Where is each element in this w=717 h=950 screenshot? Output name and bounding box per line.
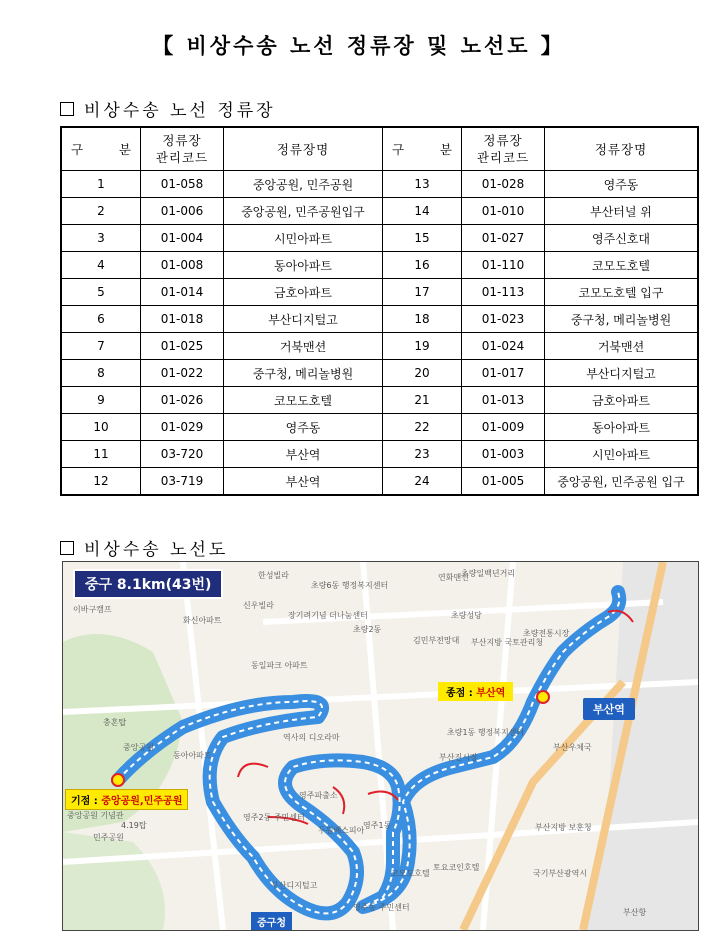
cell-stop-code-2: 01-005 (462, 468, 545, 496)
map-place-label: 초량2동 (353, 625, 382, 634)
cell-division-2: 22 (383, 414, 462, 441)
cell-division-2: 13 (383, 171, 462, 198)
map-place-label: 부산우체국 (553, 743, 592, 752)
cell-stop-code-2: 01-013 (462, 387, 545, 414)
map-place-label: 초량전통시장 (523, 629, 570, 638)
map-place-label: 김민부전망대 (413, 636, 460, 645)
table-row (61, 225, 698, 252)
table-row (61, 333, 698, 360)
cell-division-2: 24 (383, 468, 462, 496)
cell-stop-name-2: 코모도호텔 (545, 252, 699, 279)
map-place-label: 초량성당 (451, 611, 482, 620)
cell-division: 3 (61, 225, 141, 252)
cell-division-2: 23 (383, 441, 462, 468)
cell-stop-name-2: 시민아파트 (545, 441, 699, 468)
map-place-label: 한성빌라 (258, 571, 289, 580)
map-place-label: 부산디지털고 (271, 881, 318, 890)
map-place-label: 역사의 디오라마 (283, 733, 340, 742)
header-stop-name-2: 정류장명 (545, 127, 699, 171)
cell-division: 7 (61, 333, 141, 360)
header-stop-code: 정류장 관리코드 (141, 127, 224, 171)
map-place-label: 두원베스피아 (318, 826, 365, 835)
header-stop-code-2: 정류장 관리코드 (462, 127, 545, 171)
cell-stop-name: 중앙공원, 민주공원 (224, 171, 383, 198)
table-row (61, 441, 698, 468)
cell-stop-code-2: 01-009 (462, 414, 545, 441)
route-map (62, 561, 699, 931)
cell-division: 9 (61, 387, 141, 414)
stops-table (60, 126, 699, 496)
square-bullet-icon (60, 541, 74, 555)
cell-stop-code-2: 01-110 (462, 252, 545, 279)
map-place-label: 부산항 (623, 908, 647, 917)
map-place-label: 중앙공원 기념관 (67, 811, 124, 820)
cell-stop-code: 01-025 (141, 333, 224, 360)
table-row (61, 171, 698, 198)
cell-stop-code: 01-058 (141, 171, 224, 198)
map-place-label: 동아아파트 (173, 751, 212, 760)
cell-stop-code-2: 01-017 (462, 360, 545, 387)
cell-division: 4 (61, 252, 141, 279)
cell-stop-code: 01-022 (141, 360, 224, 387)
page-title: 【 비상수송 노선 정류장 및 노선도 】 (152, 34, 565, 58)
cell-stop-name: 중앙공원, 민주공원입구 (224, 198, 383, 225)
map-place-label: 신우빌라 (243, 601, 274, 610)
section-heading-map-text: 비상수송 노선도 (84, 540, 229, 560)
cell-stop-name-2: 중앙공원, 민주공원 입구 (545, 468, 699, 496)
cell-stop-code: 01-029 (141, 414, 224, 441)
cell-division: 1 (61, 171, 141, 198)
park-area-2 (63, 832, 165, 930)
map-place-label: 영주1동 (363, 821, 392, 830)
map-place-label: 국기부산광역시 (533, 869, 588, 878)
header-division: 구 분 (61, 127, 141, 171)
cell-stop-code-2: 01-010 (462, 198, 545, 225)
route-badge: 중구 8.1km(43번) (73, 569, 223, 599)
cell-stop-name: 코모도호텔 (224, 387, 383, 414)
cell-stop-name: 시민아파트 (224, 225, 383, 252)
cell-division-2: 21 (383, 387, 462, 414)
cell-division-2: 17 (383, 279, 462, 306)
header-stop-name: 정류장명 (224, 127, 383, 171)
cell-stop-name: 부산디지털고 (224, 306, 383, 333)
map-graphic (63, 562, 698, 930)
cell-stop-name-2: 영주동 (545, 171, 699, 198)
cell-stop-name: 금호아파트 (224, 279, 383, 306)
cell-stop-name-2: 부산터널 위 (545, 198, 699, 225)
cell-stop-name: 거북맨션 (224, 333, 383, 360)
cell-stop-name: 영주동 (224, 414, 383, 441)
cell-stop-code-2: 01-028 (462, 171, 545, 198)
cell-stop-code: 03-719 (141, 468, 224, 496)
table-row (61, 414, 698, 441)
map-place-label: 민주공원 (93, 833, 124, 842)
cell-stop-code-2: 01-003 (462, 441, 545, 468)
table-row (61, 198, 698, 225)
map-place-label: 영주파출소 (299, 791, 338, 800)
end-point-label: 종점 : 부산역 (438, 682, 513, 701)
direction-arrow (238, 764, 268, 777)
map-place-label: 이바구캠프 (73, 605, 112, 614)
jung-gu-office-label: 중구청 (251, 912, 292, 931)
map-place-label: 연화맨션 (438, 573, 469, 582)
map-place-label: 동일파크 아파트 (251, 661, 308, 670)
cell-division-2: 20 (383, 360, 462, 387)
cell-stop-code-2: 01-027 (462, 225, 545, 252)
cell-division: 12 (61, 468, 141, 496)
cell-division: 8 (61, 360, 141, 387)
map-place-label: 초량6동 행정복지센터 (311, 581, 389, 590)
cell-stop-name: 부산역 (224, 468, 383, 496)
cell-stop-code: 01-004 (141, 225, 224, 252)
cell-stop-code: 03-720 (141, 441, 224, 468)
header-division-2: 구 분 (383, 127, 462, 171)
start-point-marker (112, 774, 124, 786)
table-row (61, 387, 698, 414)
section-heading-map (60, 535, 228, 560)
cell-division: 5 (61, 279, 141, 306)
cell-stop-name-2: 영주신호대 (545, 225, 699, 252)
table-header-row (61, 127, 698, 171)
map-place-label: 토요코인호텔 (433, 863, 480, 872)
map-place-label: 영주동 주민센터 (353, 903, 410, 912)
map-place-label: 초량1동 행정복지센터 (447, 728, 525, 737)
table-row (61, 468, 698, 496)
table-row (61, 360, 698, 387)
section-heading-stops-text: 비상수송 노선 정류장 (84, 101, 276, 121)
cell-division: 6 (61, 306, 141, 333)
map-place-label: 장기려기념 더나눔센터 (288, 611, 368, 620)
cell-stop-name-2: 거북맨션 (545, 333, 699, 360)
table-row (61, 306, 698, 333)
cell-stop-name: 동아아파트 (224, 252, 383, 279)
cell-stop-name-2: 중구청, 메리놀병원 (545, 306, 699, 333)
cell-division-2: 18 (383, 306, 462, 333)
cell-division: 2 (61, 198, 141, 225)
cell-stop-code-2: 01-023 (462, 306, 545, 333)
cell-stop-name-2: 동아아파트 (545, 414, 699, 441)
cell-stop-code: 01-026 (141, 387, 224, 414)
end-point-marker (537, 691, 549, 703)
map-place-label: 부산지방 보훈청 (535, 823, 592, 832)
cell-division-2: 16 (383, 252, 462, 279)
cell-stop-code: 01-014 (141, 279, 224, 306)
map-place-label: 코모도호텔 (391, 869, 430, 878)
table-row (61, 279, 698, 306)
map-place-label: 부산진시장 (439, 753, 478, 762)
map-place-label: 영주2동 주민센터 (243, 813, 305, 822)
cell-stop-code: 01-008 (141, 252, 224, 279)
cell-stop-name-2: 부산디지털고 (545, 360, 699, 387)
cell-stop-name-2: 코모도호텔 입구 (545, 279, 699, 306)
map-place-label: 화신아파트 (183, 616, 222, 625)
cell-division: 10 (61, 414, 141, 441)
cell-stop-name-2: 금호아파트 (545, 387, 699, 414)
cell-division: 11 (61, 441, 141, 468)
cell-stop-name: 부산역 (224, 441, 383, 468)
map-place-label: 중앙공원 (123, 743, 154, 752)
cell-division-2: 19 (383, 333, 462, 360)
square-bullet-icon (60, 102, 74, 116)
start-point-label: 기점 : 중앙공원,민주공원 (65, 789, 188, 810)
section-heading-stops (60, 96, 276, 121)
cell-stop-code-2: 01-113 (462, 279, 545, 306)
cell-stop-code-2: 01-024 (462, 333, 545, 360)
cell-stop-code: 01-018 (141, 306, 224, 333)
map-place-label: 4.19탑 (121, 821, 147, 830)
map-place-label: 부산지방 국토관리청 (471, 638, 544, 647)
map-place-label: 충혼탑 (103, 718, 127, 727)
map-place-label: 초량일백년거리 (461, 569, 516, 578)
cell-stop-name: 중구청, 메리놀병원 (224, 360, 383, 387)
cell-division-2: 15 (383, 225, 462, 252)
cell-division-2: 14 (383, 198, 462, 225)
busan-station-label: 부산역 (583, 698, 635, 720)
table-row (61, 252, 698, 279)
cell-stop-code: 01-006 (141, 198, 224, 225)
